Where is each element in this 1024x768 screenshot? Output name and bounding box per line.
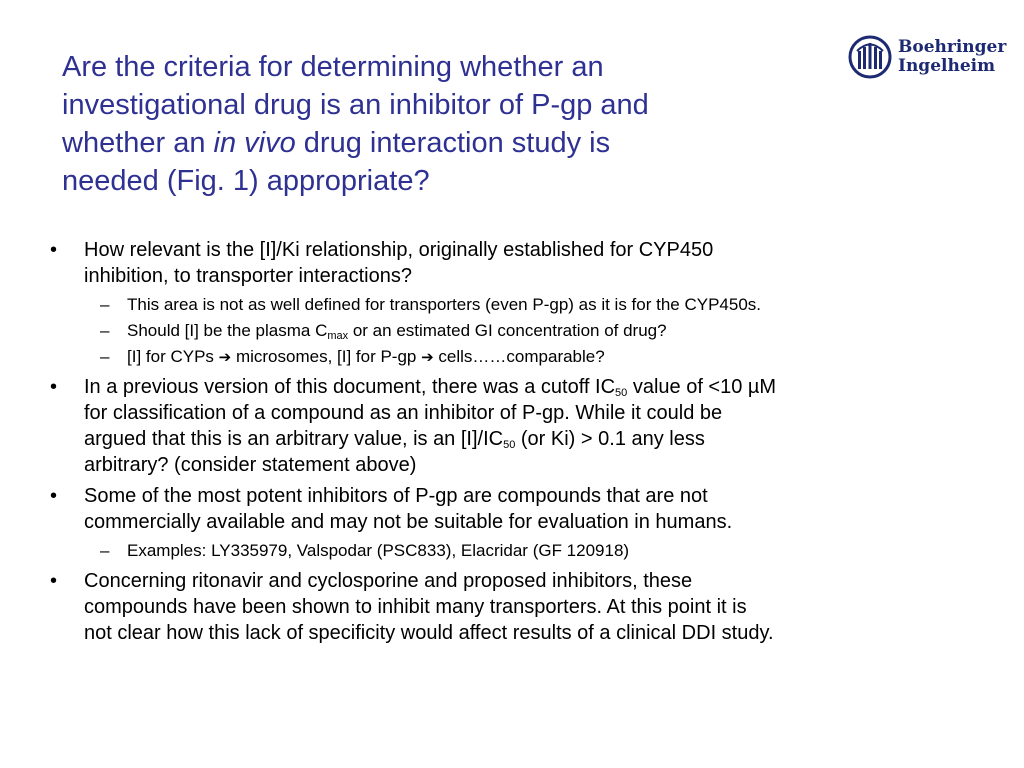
subscript: 50 [503,439,516,451]
bullet-text [84,426,1004,452]
bullet-text: How relevant is the [I]/Ki relationship, originally established for CYP450 [84,239,714,261]
bullet-text: Some of the most potent inhibitors of P-gp are compounds that are not [84,485,708,507]
logo-text: Boehringer [898,37,1007,57]
dash-icon: – [100,541,110,560]
bullet-item [44,483,1004,535]
bullet-text: arbitrary? (consider statement above) [84,454,417,476]
bullet-text: Concerning ritonavir and cyclosporine and proposed inhibitors, these [84,570,693,592]
sub-bullet-text: cells……comparable? [433,347,605,366]
bullet-icon: • [50,239,58,261]
slide-title [62,48,822,200]
bullet-text: commercially available and may not be suitable for evaluation in humans. [84,511,733,533]
sub-bullet-item [44,294,1004,316]
bullet-text-part: value of <10 µM [627,376,777,398]
bullet-text: for classification of a compound as an inhibitor of P-gp. While it could be [84,402,723,424]
bullet-text-part: argued that this is an arbitrary value, is an [I]/IC [84,428,504,450]
title-line: needed (Fig. 1) appropriate? [62,165,430,197]
subscript: 50 [615,387,628,399]
bullet-item [44,568,1004,646]
bullet-text-part: In a previous version of this document, there was a cutoff IC [84,376,616,398]
title-line: investigational drug is an inhibitor of P-gp and [62,89,649,121]
sub-bullet-text: or an estimated GI concentration of drug? [348,321,667,340]
title-text: whether an [62,127,214,159]
bullet-icon: • [50,376,58,398]
bullet-text [84,374,1004,400]
bullet-text: not clear how this lack of specificity would affect results of a clinical DDI study. [84,622,774,644]
title-line [62,124,822,162]
sub-bullet-text: microsomes, [I] for P-gp [231,347,422,366]
title-italic-text: in vivo [213,127,296,159]
sub-bullet-text: This area is not as well defined for transporters (even P-gp) as it is for the CYP450s. [127,295,762,314]
bullet-text: inhibition, to transporter interactions? [84,265,412,287]
title-line: Are the criteria for determining whether an [62,51,604,83]
title-text: drug interaction study is [295,127,611,159]
boehringer-building-icon [848,35,892,79]
right-arrow-icon: ➔ [421,348,434,366]
bullet-icon: • [50,485,58,507]
dash-icon: – [100,295,110,314]
bullet-item [44,237,1004,289]
slide-body [44,237,1004,651]
dash-icon: – [100,321,110,340]
sub-bullet-text: [I] for CYPs [127,347,219,366]
logo-text: Ingelheim [898,56,996,76]
bullet-icon: • [50,570,58,592]
right-arrow-icon: ➔ [218,348,232,366]
logo-wordmark [898,38,1006,76]
sub-bullet-text: Should [I] be the plasma C [127,321,328,340]
company-logo [848,32,1008,82]
sub-bullet-item [44,320,1004,342]
bullet-text: compounds have been shown to inhibit many transporters. At this point it is [84,596,747,618]
sub-bullet-item [44,540,1004,562]
dash-icon: – [100,347,110,366]
subscript: max [327,330,349,342]
sub-bullet-text: Examples: LY335979, Valspodar (PSC833), Elacridar (GF 120918) [127,541,630,560]
bullet-text-part: (or Ki) > 0.1 any less [515,428,705,450]
sub-bullet-item [44,346,1004,368]
bullet-item [44,374,1004,478]
